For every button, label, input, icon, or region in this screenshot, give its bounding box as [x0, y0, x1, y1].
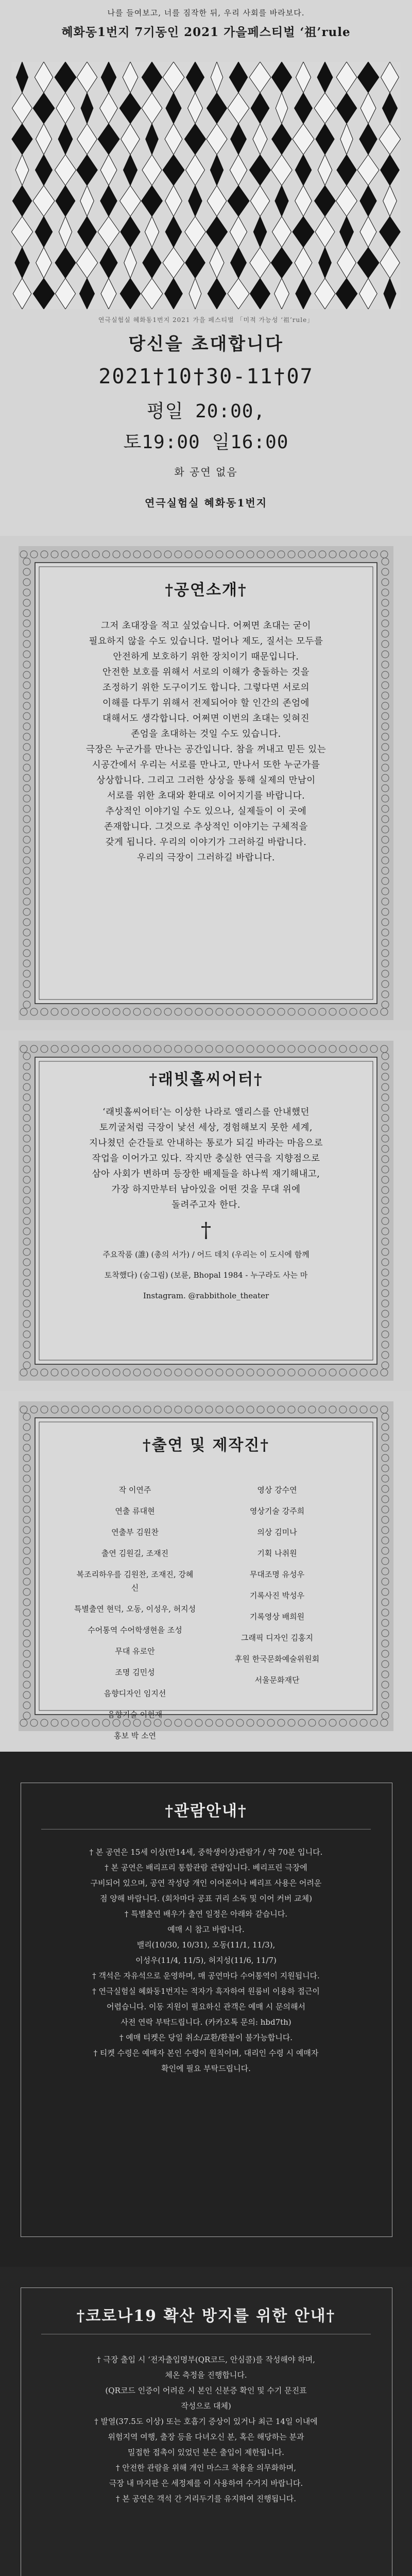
intro-line: 극장은 누군가를 만나는 공간입니다. 참을 꺼내고 믿든 있는	[85, 744, 327, 755]
info-heading: †관람안내†	[165, 1802, 247, 1820]
info-line: 사전 연락 부탁드립니다. (카카오톡 문의: hbd7th)	[121, 2018, 291, 2027]
theater-works-line: 주요작품 (誰) (총의 서가) / 어드 데치 (우리는 이 도시에 함께	[102, 1250, 310, 1259]
intro-body	[19, 618, 393, 866]
weekday-times: 평일 20:00,	[146, 401, 266, 422]
info-line: † 객석은 자유석으로 운영하며, 매 공연마다 수어통역이 지원됩니다.	[92, 1971, 320, 1980]
theater-line: 토끼굴처럼 극장이 낯선 세상, 경험해보지 못한 세계,	[99, 1123, 313, 1133]
theater-line: 작업을 이어가고 있다. 작지만 충실한 연극을 지향점으로	[92, 1154, 320, 1164]
covid-line: 체온 측정을 진행합니다.	[165, 2370, 247, 2380]
covid-body	[31, 2352, 381, 2506]
covid-line: 밀접한 접촉이 있었던 분은 출입이 제한됩니다.	[128, 2448, 284, 2457]
covid-line: (QR코드 인증이 어려운 시 본인 신분증 확인 및 수기 문진표	[105, 2386, 307, 2395]
staff-entry: 연출부 김원찬	[111, 1528, 159, 1537]
info-line: 이성우(11/4, 11/5), 허지성(11/6, 11/7)	[135, 1956, 277, 1965]
staff-section	[0, 1391, 412, 1752]
covid-line: † 극장 출입 시 ‘전자출입명부(QR코드, 안심콜)를 작성해야 하며,	[97, 2355, 315, 2364]
staff-entry: 서울문화재단	[254, 1675, 300, 1685]
staff-entry: 그래픽 디자인 김홍지	[241, 1633, 313, 1642]
covid-line: † 안전한 관람을 위해 개인 마스크 착용을 의무화하며,	[116, 2463, 296, 2472]
staff-frame	[19, 1401, 393, 1740]
tagline	[0, 7, 412, 19]
staff-entry: 복조리하우를 김원찬, 조재진, 강혜신	[76, 1570, 194, 1592]
staff-entry: 기록사진 박성우	[249, 1591, 305, 1600]
intro-line: 안전한 보호를 위해서 서로의 이해가 충돌하는 것을	[102, 667, 310, 677]
theater-line: ‘래빗홀씨어터’는 이상한 나라로 앨리스를 안내했던	[102, 1107, 310, 1117]
covid-section	[0, 2267, 412, 2576]
info-line: † 본 공연은 배리프리 통합관람 관람입니다. 베리프린 극장에	[105, 1863, 307, 1872]
intro-line: 존재합니다. 그것으로 추상적인 이야기는 구체적을	[104, 822, 308, 832]
invitation-title: 당신을 초대합니다	[128, 334, 284, 354]
intro-line: 이해를 다투기 위해서 전제되어야 할 인간의 존엄에	[102, 698, 310, 708]
staff-entry: 연출 류대현	[115, 1506, 155, 1516]
intro-section	[0, 536, 412, 1030]
theater-works-line: Instagram. @rabbithole_theater	[143, 1291, 269, 1300]
info-line: † 연극실험실 혜화동1번지는 적자가 흑자하여 원룸비 이용하 접근이	[92, 1987, 320, 1996]
info-line: † 본 공연은 15세 이상(만14세, 중학생이상)관람가 / 약 70분 입니다.	[89, 1848, 323, 1857]
staff-entry: 수어통역 수어학생현을 조성	[88, 1625, 182, 1635]
info-section	[0, 1752, 412, 2267]
info-line: 어렵습니다. 이동 지원이 필요하신 관객은 예매 시 문의해서	[107, 2002, 305, 2011]
staff-entry: 작 이연주	[118, 1485, 151, 1495]
covid-line: 위험지역 여행, 출장 등을 다녀오신 분, 혹은 해당하는 분과	[108, 2432, 304, 2442]
staff-list	[19, 1476, 393, 1750]
intro-line: 갖게 됩니다. 우리의 이야기가 그러하길 바랍니다.	[105, 837, 307, 848]
organizer-name: 연극실험실 혜화동1번지	[144, 497, 268, 509]
staff-entry: 음향디자인 임지선	[104, 1689, 166, 1698]
intro-line: 필요하지 않을 수도 있습니다. 멀어나 제도, 질서는 모두를	[89, 636, 323, 647]
staff-column-left	[73, 1476, 197, 1750]
intro-line: 그저 초대장을 적고 싶었습니다. 어쩌면 초대는 굳이	[101, 621, 311, 631]
theater-works	[19, 1248, 393, 1302]
info-line: † 티켓 수령은 예매자 본인 수령이 원칙이며, 대리인 수령 시 예매자	[93, 2048, 319, 2058]
poster-section	[0, 0, 412, 536]
theater-section	[0, 1030, 412, 1391]
staff-entry: 홍보 박 소연	[114, 1731, 156, 1740]
staff-entry: 영상 강수연	[257, 1485, 297, 1495]
staff-entry: 기록영상 배희원	[249, 1612, 305, 1621]
intro-line: 서로를 위한 초대와 환대로 이어지기를 바랍니다.	[107, 791, 305, 801]
staff-entry: 의상 김미나	[257, 1528, 297, 1537]
intro-line: 추상적인 이야기일 수도 있으나, 실제들이 이 곳에	[105, 806, 307, 817]
theater-heading: †래빗홀씨어터†	[149, 1071, 263, 1089]
staff-entry: 출연 김원길, 조재진	[101, 1549, 169, 1558]
theater-body	[19, 1105, 393, 1213]
intro-line: 상상합니다. 그리고 그러한 상상을 통해 실제의 만남이	[96, 775, 316, 786]
covid-line: 작성으로 대체)	[181, 2401, 231, 2411]
covid-line: † 본 공연은 객석 간 거리두기를 유지하여 진행됩니다.	[116, 2494, 296, 2503]
festival-subtitle: 연극실험실 혜화동1번지 2021 가을 페스티벌 「미적 가능성 ‘祖’rule」	[98, 316, 314, 324]
intro-line: 대해서도 생각합니다. 어쩌면 이번의 초대는 잊혀진	[102, 714, 310, 724]
theater-line: 삼아 사회가 변하며 등장한 배제들을 하나씩 재기해내고,	[92, 1169, 320, 1179]
festival-title: 혜화동1번지 7기동인 2021 가을페스티벌 ‘祖’rule	[61, 25, 351, 39]
dagger-ornament: †	[201, 1218, 211, 1242]
no-show-day: 화 공연 없음	[174, 466, 238, 478]
intro-line: 안전하게 보호하기 위한 장치이기 때문입니다.	[113, 652, 299, 662]
staff-entry: 조명 김민성	[115, 1668, 155, 1677]
covid-heading: †코로나19 확산 방지를 위한 안내†	[76, 2307, 336, 2325]
staff-entry: 무대 유로안	[115, 1647, 155, 1656]
staff-entry: 영상기술 강주희	[249, 1506, 305, 1516]
intro-heading: †공연소개†	[165, 581, 247, 599]
tagline-line: 나를 들여보고, 너를 짐작한 뒤, 우리 사회를 바라보다.	[107, 8, 305, 18]
covid-line: 극장 내 마지판 은 세정제를 이 사용하여 수거지 바랍니다.	[109, 2479, 303, 2488]
staff-column-right	[215, 1476, 339, 1750]
info-line: 예매 시 참고 바랍니다.	[167, 1925, 245, 1934]
staff-entry: 특별출연 현덕, 오동, 이성우, 허지성	[74, 1604, 196, 1614]
info-line: 구비되어 있으며, 공연 작성당 개인 이어폰이나 베리프 사용은 어려운	[90, 1878, 322, 1888]
info-line: 점 양해 바랍니다. (회차마다 공표 귀리 소독 및 이어 커버 교체)	[100, 1894, 312, 1903]
staff-entry: 무대조명 유성우	[249, 1570, 305, 1579]
info-line: † 예매 티켓은 당일 취소/교환/환불이 불가능합니다.	[119, 2033, 293, 2042]
intro-line: 시공간에서 우리는 서로를 만나고, 만나서 또한 누군가를	[92, 760, 320, 770]
staff-entry: 기획 나취원	[257, 1549, 297, 1558]
intro-line: 존엄을 초대하는 것일 수도 있습니다.	[131, 729, 281, 739]
info-line: 밸리(10/30, 10/31), 오동(11/1, 11/3),	[136, 1940, 276, 1950]
performance-dates: 2021†10†30-11†07	[98, 365, 314, 388]
theater-line: 지나쳤던 순간들로 안내하는 통로가 되길 바라는 마음으로	[89, 1138, 323, 1148]
info-line: 확인에 필요 부탁드립니다.	[161, 2064, 251, 2073]
intro-line: 우리의 극장이 그러하길 바랍니다.	[137, 853, 275, 863]
covid-line: † 발열(37.5도 이상) 또는 호흡기 증상이 있거나 최근 14일 이내에	[94, 2417, 318, 2426]
harlequin-pattern-graphic	[11, 62, 401, 309]
weekend-times: 토19:00 일16:00	[123, 432, 289, 453]
theater-line: 돌려주고자 한다.	[171, 1200, 241, 1210]
intro-line: 조정하기 위한 도구이기도 합니다. 그렇다면 서로의	[102, 683, 310, 693]
info-line: † 특별출연 배우가 출연 일정은 아래와 같습니다.	[124, 1909, 288, 1919]
intro-frame	[19, 546, 393, 1020]
info-body	[31, 1844, 381, 2076]
staff-heading: †출연 및 제작진†	[142, 1436, 270, 1454]
theater-line: 가장 하지만부터 남아있을 어떤 것을 무대 위에	[111, 1184, 301, 1195]
theater-frame	[19, 1041, 393, 1381]
staff-entry: 후원 한국문화예술위원회	[234, 1654, 320, 1664]
staff-entry: 음향기술 이현재	[107, 1710, 163, 1719]
theater-works-line: 토착했다) (숨그림) (보륜, Bhopal 1984 - 누구라도 사는 마	[104, 1270, 308, 1280]
